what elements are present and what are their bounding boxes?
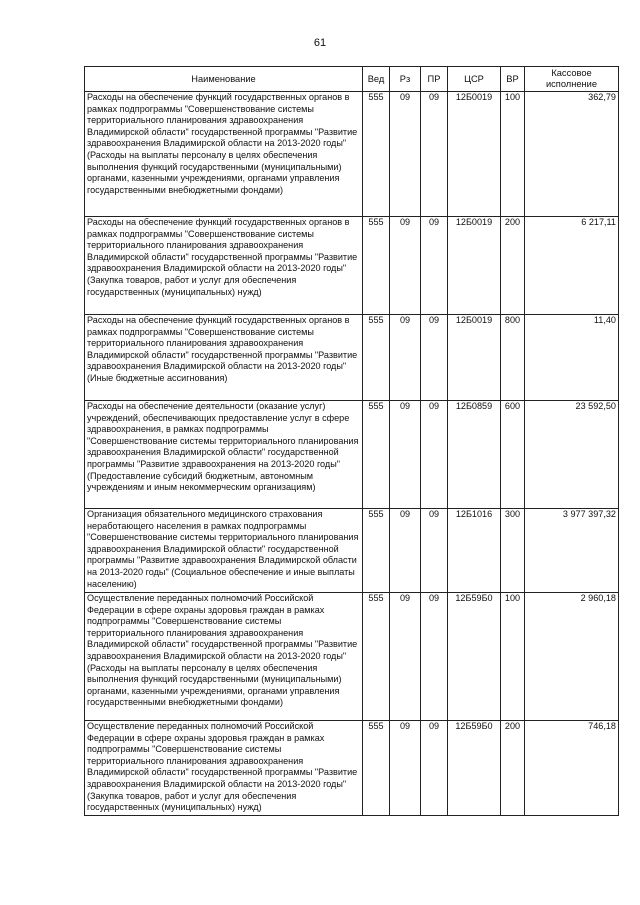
header-pr: ПР [421, 67, 448, 92]
row-rz: 09 [390, 509, 421, 593]
row-csr: 12Б0019 [448, 217, 501, 315]
row-rz: 09 [390, 721, 421, 816]
header-name: Наименование [85, 67, 363, 92]
row-pr: 09 [421, 315, 448, 401]
table-row [85, 721, 619, 816]
row-ved: 555 [363, 217, 390, 315]
row-rz: 09 [390, 593, 421, 721]
row-amount: 6 217,11 [525, 217, 619, 315]
row-csr: 12Б0019 [448, 315, 501, 401]
row-csr: 12Б59Б0 [448, 593, 501, 721]
row-amount: 11,40 [525, 315, 619, 401]
header-vr: ВР [501, 67, 525, 92]
row-vr: 200 [501, 217, 525, 315]
table-row [85, 92, 619, 217]
row-vr: 600 [501, 401, 525, 509]
budget-table [84, 66, 619, 816]
row-rz: 09 [390, 217, 421, 315]
row-name: Осуществление переданных полномочий Российской Федерации в сфере охраны здоровья граждан в рамках подпрограммы "Совершенствование системы территориального планирования здравоохранения Владимирской области" государственной программы "Развитие здравоохранения Владимирской области на 2013-2020 годы" (Расходы на выплаты персоналу в целях обеспечения выполнения функций государственными (муниципальными) органами, казенными учреждениями, органами управления государственными внебюджетными фондами) [85, 593, 363, 721]
row-amount: 3 977 397,32 [525, 509, 619, 593]
row-amount: 746,18 [525, 721, 619, 816]
row-name: Расходы на обеспечение функций государственных органов в рамках подпрограммы "Совершенствование системы территориального планирования здравоохранения Владимирской области" государственной программы "Развитие здравоохранения Владимирской области на 2013-2020 годы" (Закупка товаров, работ и услуг для обеспечения государственных (муниципальных) нужд) [85, 217, 363, 315]
row-ved: 555 [363, 315, 390, 401]
row-name: Расходы на обеспечение функций государственных органов в рамках подпрограммы "Совершенствование системы территориального планирования здравоохранения Владимирской области" государственной программы "Развитие здравоохранения Владимирской области на 2013-2020 годы" (Расходы на выплаты персоналу в целях обеспечения выполнения функций государственными (муниципальными) органами, казенными учреждениями, органами управления государственными внебюджетными фондами) [85, 92, 363, 217]
row-ved: 555 [363, 401, 390, 509]
row-vr: 800 [501, 315, 525, 401]
row-ved: 555 [363, 593, 390, 721]
row-name: Расходы на обеспечение деятельности (оказание услуг) учреждений, обеспечивающих предоставление услуг в сфере здравоохранения, в рамках подпрограммы "Совершенствование системы территориального планирования здравоохранения Владимирской области" государственной программы "Развитие здравоохранения на 2013-2020 годы" (Предоставление субсидий бюджетным, автономным учреждениям и иным некоммерческим организациям) [85, 401, 363, 509]
row-rz: 09 [390, 401, 421, 509]
row-name: Осуществление переданных полномочий Российской Федерации в сфере охраны здоровья граждан в рамках подпрограммы "Совершенствование системы территориального планирования здравоохранения Владимирской области" государственной программы "Развитие здравоохранения Владимирской области на 2013-2020 годы" (Закупка товаров, работ и услуг для обеспечения государственных (муниципальных) нужд) [85, 721, 363, 816]
row-vr: 100 [501, 92, 525, 217]
row-csr: 12Б0859 [448, 401, 501, 509]
row-pr: 09 [421, 92, 448, 217]
header-csr: ЦСР [448, 67, 501, 92]
row-vr: 100 [501, 593, 525, 721]
row-pr: 09 [421, 217, 448, 315]
table-row [85, 217, 619, 315]
row-pr: 09 [421, 401, 448, 509]
table-row [85, 593, 619, 721]
row-vr: 300 [501, 509, 525, 593]
header-amount: Кассовое исполнение [525, 67, 619, 92]
row-name: Расходы на обеспечение функций государственных органов в рамках подпрограммы "Совершенствование системы территориального планирования здравоохранения Владимирской области" государственной программы "Развитие здравоохранения Владимирской области на 2013-2020 годы" (Иные бюджетные ассигнования) [85, 315, 363, 401]
table-row [85, 315, 619, 401]
row-pr: 09 [421, 593, 448, 721]
row-ved: 555 [363, 509, 390, 593]
row-pr: 09 [421, 721, 448, 816]
table-row [85, 401, 619, 509]
row-ved: 555 [363, 721, 390, 816]
row-vr: 200 [501, 721, 525, 816]
row-csr: 12Б59Б0 [448, 721, 501, 816]
row-amount: 23 592,50 [525, 401, 619, 509]
row-rz: 09 [390, 315, 421, 401]
row-name: Организация обязательного медицинского страхования неработающего населения в рамках подпрограммы "Совершенствование системы территориального планирования здравоохранения Владимирской области" государственной программы "Развитие здравоохранения Владимирской области на 2013-2020 годы" (Социальное обеспечение и иные выплаты населению) [85, 509, 363, 593]
page-number: 61 [313, 37, 327, 49]
row-ved: 555 [363, 92, 390, 217]
row-pr: 09 [421, 509, 448, 593]
row-amount: 362,79 [525, 92, 619, 217]
row-csr: 12Б1016 [448, 509, 501, 593]
row-rz: 09 [390, 92, 421, 217]
header-rz: Рз [390, 67, 421, 92]
header-ved: Вед [363, 67, 390, 92]
table-header-row [85, 67, 619, 92]
row-csr: 12Б0019 [448, 92, 501, 217]
table-row [85, 509, 619, 593]
row-amount: 2 960,18 [525, 593, 619, 721]
